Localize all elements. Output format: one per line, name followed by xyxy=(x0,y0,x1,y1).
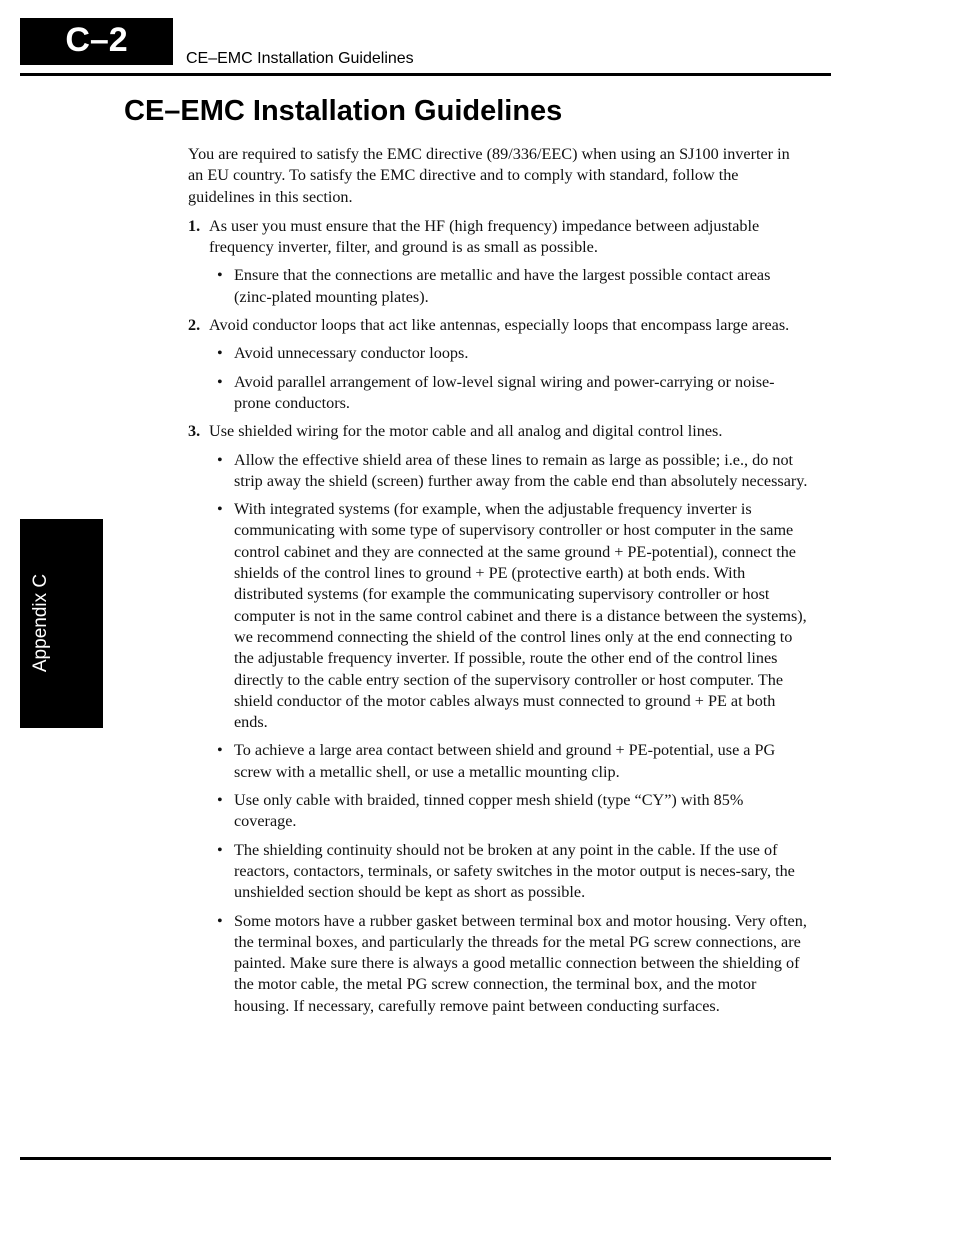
item-number: 1. xyxy=(188,216,201,235)
item-number: 3. xyxy=(188,422,201,441)
bullet-text: Some motors have a rubber gasket between terminal box and motor housing. Very often, the terminal boxes, and particularly the threads for the metal PG screw connections, are painted. Make sure there is always a good metallic connection between the shielding of the motor cable, the metal PG screw connection, the terminal box, and the motor housing. If necessary, carefully remove paint between conducting surfaces. xyxy=(234,911,807,1015)
bullet-icon: • xyxy=(217,450,223,469)
bullet-list xyxy=(188,343,808,414)
item-text: As user you must ensure that the HF (high frequency) impedance between adjustable frequency inverter, filter, and ground is as small as possible. xyxy=(209,216,760,257)
bullet-icon: • xyxy=(217,372,223,391)
bullet-text: The shielding continuity should not be broken at any point in the cable. If the use of reactors, contactors, terminals, or safety switches in the motor output is neces-sary, the unshielded section should be kept as short as possible. xyxy=(234,840,795,902)
numbered-item-text xyxy=(188,421,808,442)
page-number: C–2 xyxy=(65,21,128,59)
item-number: 2. xyxy=(188,316,201,335)
numbered-item-text xyxy=(188,216,808,259)
bullet-item xyxy=(188,911,808,1017)
bullet-icon: • xyxy=(217,840,223,859)
bullet-item xyxy=(188,265,808,308)
bullet-icon: • xyxy=(217,266,223,285)
bullet-icon: • xyxy=(217,344,223,363)
body-content xyxy=(188,144,808,1024)
bullet-icon: • xyxy=(217,741,223,760)
bullet-item xyxy=(188,790,808,833)
numbered-item-1 xyxy=(188,216,808,308)
numbered-item-3 xyxy=(188,421,808,1017)
page-number-tab xyxy=(20,18,173,65)
intro-paragraph: You are required to satisfy the EMC directive (89/336/EEC) when using an SJ100 inverter in an EU country. To satisfy the EMC directive and to comply with standard, follow the guidelines in this section. xyxy=(188,145,790,206)
header-rule xyxy=(20,73,831,76)
bullet-text: Ensure that the connections are metallic and have the largest possible contact areas (zinc-plated mounting plates). xyxy=(234,266,771,306)
bullet-icon: • xyxy=(217,791,223,810)
bullet-list xyxy=(188,450,808,1017)
item-text: Use shielded wiring for the motor cable and all analog and digital control lines. xyxy=(209,422,723,441)
bullet-item xyxy=(188,372,808,415)
bullet-text: Use only cable with braided, tinned copper mesh shield (type “CY”) with 85% coverage. xyxy=(234,791,744,831)
bullet-item xyxy=(188,450,808,493)
bullet-text: Allow the effective shield area of these lines to remain as large as possible; i.e., do not strip away the shield (screen) further away from the cable end than absolutely necessary. xyxy=(234,450,808,490)
appendix-side-tab-label: Appendix C xyxy=(30,573,51,673)
bullet-text: Avoid unnecessary conductor loops. xyxy=(234,344,469,363)
numbered-item-2 xyxy=(188,315,808,414)
bullet-icon: • xyxy=(217,911,223,930)
bullet-icon: • xyxy=(217,500,223,519)
running-header: CE–EMC Installation Guidelines xyxy=(186,50,414,67)
bullet-text: Avoid parallel arrangement of low-level signal wiring and power-carrying or noise-prone conductors. xyxy=(234,372,775,412)
bullet-text: To achieve a large area contact between shield and ground + PE-potential, use a PG screw with a metallic shell, or use a metallic mounting clip. xyxy=(234,741,776,781)
page-title: CE–EMC Installation Guidelines xyxy=(124,95,563,127)
bullet-list xyxy=(188,265,808,308)
footer-rule xyxy=(20,1157,831,1160)
bullet-item xyxy=(188,343,808,364)
bullet-item xyxy=(188,499,808,733)
bullet-item xyxy=(188,740,808,783)
bullet-item xyxy=(188,840,808,904)
numbered-item-text xyxy=(188,315,808,336)
item-text: Avoid conductor loops that act like antennas, especially loops that encompass large areas. xyxy=(209,316,790,335)
bullet-text: With integrated systems (for example, when the adjustable frequency inverter is communicating with some type of supervisory controller or host computer in the same control cabinet and they are connected at the same ground + PE-potential), connect the shields of the control lines to ground + PE (protective earth) at both ends. With distributed systems (for example the communicating supervisory controller or host computer is not in the same control cabinet and there is a distance between the systems), we recommend connecting the shield of the control lines only at the end connecting to the adjustable frequency inverter. If possible, route the other end of the control lines directly to the cable entry section of the supervisory controller or host computer. The shield conductor of the motor cables always must connected to ground + PE at both ends. xyxy=(234,500,807,732)
